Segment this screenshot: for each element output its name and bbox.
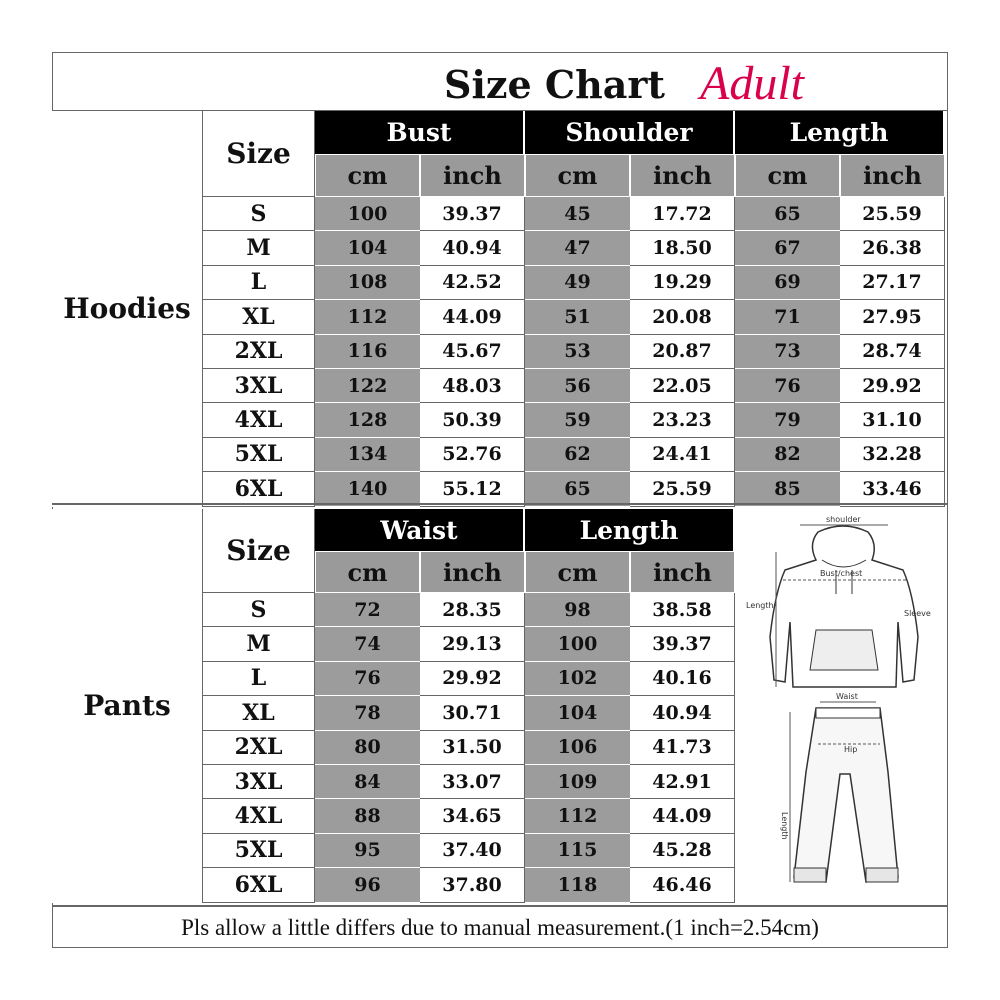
hoodies-group-header: Length <box>735 111 945 154</box>
pants-size-cell: 2XL <box>203 731 315 765</box>
pants-value-cell: 46.46 <box>630 868 735 902</box>
hoodies-value-cell: 45 <box>525 197 630 231</box>
pants-value-cell: 98 <box>525 593 630 627</box>
hip-label: Hip <box>844 745 858 754</box>
pants-value-cell: 102 <box>525 662 630 696</box>
pants-size-cell: XL <box>203 696 315 730</box>
pants-value-cell: 80 <box>315 731 420 765</box>
hoodies-value-cell: 85 <box>735 472 840 506</box>
pants-value-cell: 109 <box>525 765 630 799</box>
hoodies-value-cell: 122 <box>315 369 420 403</box>
hoodies-group-label: Hoodies <box>52 111 203 507</box>
pants-value-cell: 84 <box>315 765 420 799</box>
pants-value-cell: 29.92 <box>420 662 525 696</box>
pants-value-cell: 33.07 <box>420 765 525 799</box>
pants-value-cell: 30.71 <box>420 696 525 730</box>
pants-value-cell: 37.80 <box>420 868 525 902</box>
pants-value-cell: 38.58 <box>630 593 735 627</box>
hoodies-value-cell: 22.05 <box>630 369 735 403</box>
hoodies-group-header: Bust <box>315 111 525 154</box>
hoodies-group-header: Shoulder <box>525 111 735 154</box>
pants-size-header: Size <box>203 509 315 593</box>
pants-unit-header: inch <box>630 551 735 593</box>
hoodies-value-cell: 49 <box>525 266 630 300</box>
hoodies-value-cell: 44.09 <box>420 300 525 334</box>
pants-value-cell: 34.65 <box>420 799 525 833</box>
pants-value-cell: 28.35 <box>420 593 525 627</box>
pants-value-cell: 29.13 <box>420 627 525 661</box>
hoodies-value-cell: 28.74 <box>840 335 945 369</box>
pants-value-cell: 76 <box>315 662 420 696</box>
pants-value-cell: 106 <box>525 731 630 765</box>
pants-length-label: Length <box>780 812 789 840</box>
pants-value-cell: 118 <box>525 868 630 902</box>
hoodies-value-cell: 45.67 <box>420 335 525 369</box>
hoodies-value-cell: 20.87 <box>630 335 735 369</box>
pants-value-cell: 115 <box>525 834 630 868</box>
garment-illustration <box>738 512 948 904</box>
pants-value-cell: 74 <box>315 627 420 661</box>
hoodies-value-cell: 104 <box>315 231 420 265</box>
pants-size-cell: S <box>203 593 315 627</box>
pants-unit-header: cm <box>315 551 420 593</box>
hoodies-value-cell: 47 <box>525 231 630 265</box>
chart-title: Size Chart <box>444 62 665 107</box>
hoodies-value-cell: 19.29 <box>630 266 735 300</box>
hoodies-value-cell: 112 <box>315 300 420 334</box>
hoodies-size-cell: 6XL <box>203 472 315 506</box>
pants-value-cell: 95 <box>315 834 420 868</box>
bust-label: Bust/chest <box>820 569 863 578</box>
pants-value-cell: 88 <box>315 799 420 833</box>
hoodies-value-cell: 69 <box>735 266 840 300</box>
footer-note: Pls allow a little differs due to manual measurement.(1 inch=2.54cm) <box>52 905 948 948</box>
hoodies-value-cell: 25.59 <box>840 197 945 231</box>
hoodies-unit-header: cm <box>525 154 630 197</box>
hoodies-value-cell: 65 <box>525 472 630 506</box>
hoodies-value-cell: 18.50 <box>630 231 735 265</box>
pants-value-cell: 31.50 <box>420 731 525 765</box>
pants-group-header: Length <box>525 509 735 551</box>
title-row <box>52 52 948 111</box>
waist-label: Waist <box>836 692 858 701</box>
pants-size-cell: 3XL <box>203 765 315 799</box>
sleeve-label: Sleeve <box>904 609 931 618</box>
pants-group-header: Waist <box>315 509 525 551</box>
hoodies-value-cell: 24.41 <box>630 438 735 472</box>
hoodies-value-cell: 17.72 <box>630 197 735 231</box>
pants-value-cell: 96 <box>315 868 420 902</box>
hoodies-unit-header: cm <box>735 154 840 197</box>
hoodies-value-cell: 42.52 <box>420 266 525 300</box>
hoodies-value-cell: 59 <box>525 403 630 437</box>
pants-value-cell: 37.40 <box>420 834 525 868</box>
hoodies-unit-header: inch <box>420 154 525 197</box>
pants-unit-header: inch <box>420 551 525 593</box>
hoodies-value-cell: 55.12 <box>420 472 525 506</box>
hoodies-size-cell: S <box>203 197 315 231</box>
hoodies-value-cell: 82 <box>735 438 840 472</box>
pants-size-cell: L <box>203 662 315 696</box>
hoodies-value-cell: 76 <box>735 369 840 403</box>
pants-value-cell: 104 <box>525 696 630 730</box>
hoodies-size-cell: 5XL <box>203 438 315 472</box>
hoodies-value-cell: 128 <box>315 403 420 437</box>
hoodies-value-cell: 79 <box>735 403 840 437</box>
hoodies-value-cell: 134 <box>315 438 420 472</box>
hoodies-value-cell: 140 <box>315 472 420 506</box>
pants-size-cell: 6XL <box>203 868 315 902</box>
pants-value-cell: 42.91 <box>630 765 735 799</box>
hoodies-value-cell: 100 <box>315 197 420 231</box>
hoodies-value-cell: 50.39 <box>420 403 525 437</box>
hoodies-value-cell: 108 <box>315 266 420 300</box>
hoodies-value-cell: 51 <box>525 300 630 334</box>
hoodies-value-cell: 56 <box>525 369 630 403</box>
pants-group-label: Pants <box>52 509 203 903</box>
pants-value-cell: 45.28 <box>630 834 735 868</box>
pants-value-cell: 40.16 <box>630 662 735 696</box>
hoodies-value-cell: 53 <box>525 335 630 369</box>
hoodies-value-cell: 71 <box>735 300 840 334</box>
hoodies-size-cell: 3XL <box>203 369 315 403</box>
pants-size-cell: 5XL <box>203 834 315 868</box>
hoodies-value-cell: 39.37 <box>420 197 525 231</box>
hoodies-value-cell: 26.38 <box>840 231 945 265</box>
pants-value-cell: 41.73 <box>630 731 735 765</box>
section-divider <box>52 503 948 505</box>
hoodie-length-label: Length <box>746 601 774 610</box>
hoodies-value-cell: 52.76 <box>420 438 525 472</box>
hoodies-value-cell: 32.28 <box>840 438 945 472</box>
hoodies-value-cell: 65 <box>735 197 840 231</box>
hoodies-value-cell: 40.94 <box>420 231 525 265</box>
hoodies-size-cell: L <box>203 266 315 300</box>
hoodies-value-cell: 27.17 <box>840 266 945 300</box>
chart-title-accent: Adult <box>700 57 804 110</box>
hoodies-value-cell: 25.59 <box>630 472 735 506</box>
hoodies-value-cell: 67 <box>735 231 840 265</box>
pants-size-cell: 4XL <box>203 799 315 833</box>
hoodies-size-cell: 2XL <box>203 335 315 369</box>
hoodies-value-cell: 33.46 <box>840 472 945 506</box>
hoodies-size-cell: XL <box>203 300 315 334</box>
hoodies-value-cell: 73 <box>735 335 840 369</box>
pants-value-cell: 78 <box>315 696 420 730</box>
hoodies-unit-header: inch <box>630 154 735 197</box>
hoodies-value-cell: 23.23 <box>630 403 735 437</box>
hoodies-size-cell: 4XL <box>203 403 315 437</box>
hoodies-unit-header: inch <box>840 154 945 197</box>
shoulder-label: shoulder <box>826 515 861 524</box>
hoodies-value-cell: 116 <box>315 335 420 369</box>
pants-value-cell: 40.94 <box>630 696 735 730</box>
hoodies-unit-header: cm <box>315 154 420 197</box>
pants-size-cell: M <box>203 627 315 661</box>
hoodies-value-cell: 48.03 <box>420 369 525 403</box>
pants-value-cell: 44.09 <box>630 799 735 833</box>
hoodies-size-header: Size <box>203 111 315 197</box>
hoodies-value-cell: 31.10 <box>840 403 945 437</box>
pants-value-cell: 72 <box>315 593 420 627</box>
hoodies-size-cell: M <box>203 231 315 265</box>
pants-value-cell: 39.37 <box>630 627 735 661</box>
hoodies-value-cell: 62 <box>525 438 630 472</box>
pants-value-cell: 112 <box>525 799 630 833</box>
pants-value-cell: 100 <box>525 627 630 661</box>
hoodie-pants-drawing <box>738 512 948 904</box>
hoodies-value-cell: 29.92 <box>840 369 945 403</box>
hoodies-value-cell: 20.08 <box>630 300 735 334</box>
hoodies-value-cell: 27.95 <box>840 300 945 334</box>
pants-unit-header: cm <box>525 551 630 593</box>
